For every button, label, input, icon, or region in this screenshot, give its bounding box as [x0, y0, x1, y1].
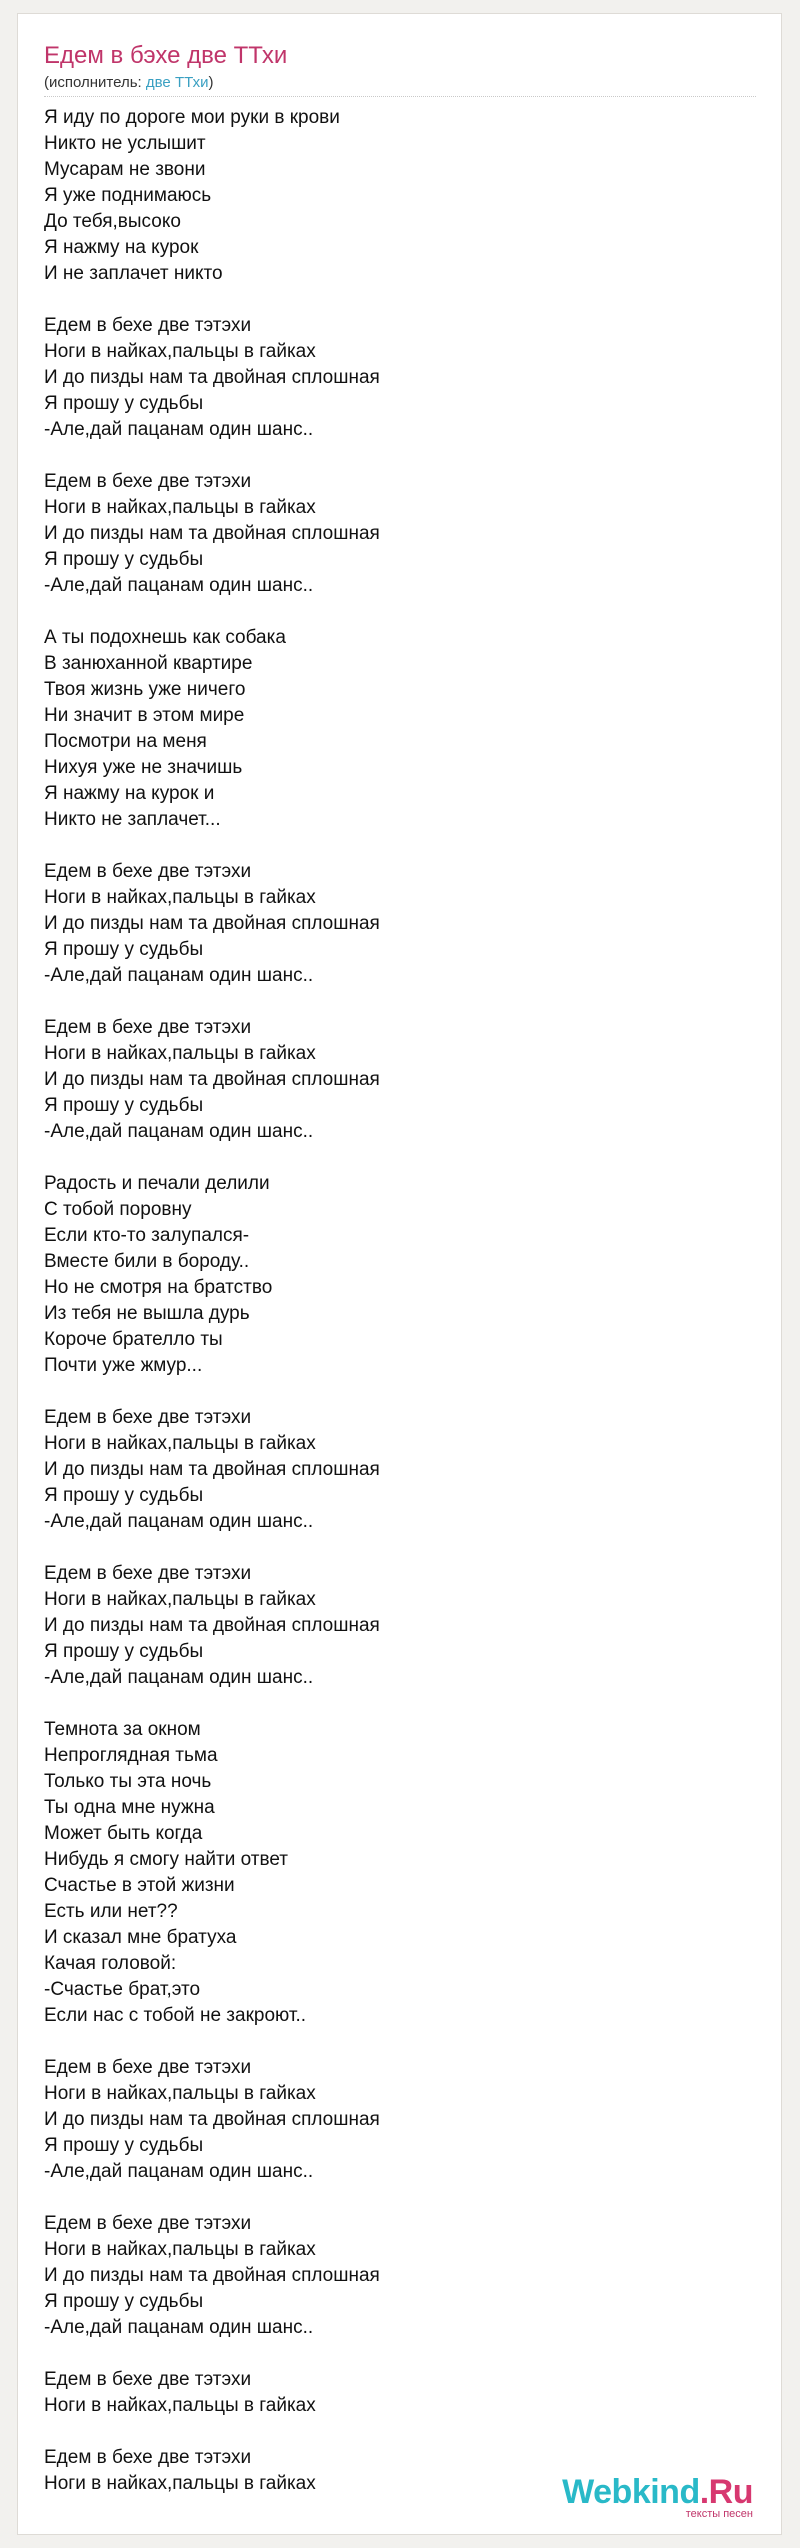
lyric-line: Короче брателло ты: [44, 1329, 223, 1350]
lyric-line: Едем в бехе две тэтэхи: [44, 1407, 252, 1428]
lyric-line: Твоя жизнь уже ничего: [44, 679, 246, 700]
performer-link[interactable]: две ТТхи: [145, 74, 209, 91]
lyric-line: Из тебя не вышла дурь: [44, 1303, 250, 1324]
lyric-line: Может быть когда: [44, 1823, 203, 1844]
lyric-line: Ноги в найках,пальцы в гайках: [44, 341, 316, 362]
site-brand[interactable]: [562, 2474, 753, 2520]
lyric-line: С тобой поровну: [44, 1199, 192, 1220]
lyric-line: А ты подохнешь как собака: [44, 627, 286, 648]
stanza-gap: [44, 599, 764, 625]
stanza: [44, 313, 764, 443]
stanza-gap: [44, 2029, 764, 2055]
lyric-line: Ты одна мне нужна: [44, 1797, 215, 1818]
lyric-line: И до пизды нам та двойная сплошная: [44, 523, 380, 544]
lyric-line: Посмотри на меня: [44, 731, 207, 752]
stanza-gap: [44, 989, 764, 1015]
lyric-line: Ноги в найках,пальцы в гайках: [44, 1433, 316, 1454]
lyric-line: Темнота за окном: [44, 1719, 201, 1740]
lyric-line: И сказал мне братуха: [44, 1927, 237, 1948]
lyric-line: Ноги в найках,пальцы в гайках: [44, 497, 316, 518]
lyric-line: Есть или нет??: [44, 1901, 178, 1922]
lyric-line: Едем в бехе две тэтэхи: [44, 471, 252, 492]
lyric-line: Никто не заплачет...: [44, 809, 221, 830]
lyric-line: Я прошу у судьбы: [44, 1095, 204, 1116]
brand-tld: .Ru: [699, 2473, 753, 2511]
stanza: [44, 625, 764, 833]
performer-prefix: (исполнитель:: [44, 74, 146, 91]
stanza-gap: [44, 443, 764, 469]
lyric-line: Едем в бехе две тэтэхи: [44, 2447, 252, 2468]
lyric-line: Почти уже жмур...: [44, 1355, 203, 1376]
lyric-line: -Але,дай пацанам один шанс..: [44, 419, 314, 440]
lyric-line: Я прошу у судьбы: [44, 1485, 204, 1506]
stanza: [44, 1015, 764, 1145]
lyric-line: Едем в бехе две тэтэхи: [44, 2369, 252, 2390]
lyric-line: Если кто-то залупался-: [44, 1225, 250, 1246]
lyric-line: Только ты эта ночь: [44, 1771, 212, 1792]
lyrics-page: [17, 13, 782, 2535]
stanza: [44, 2211, 764, 2341]
lyric-line: Я прошу у судьбы: [44, 1641, 204, 1662]
stanza-gap: [44, 1145, 764, 1171]
lyric-line: И до пизды нам та двойная сплошная: [44, 1459, 380, 1480]
stanza: [44, 859, 764, 989]
stanza: [44, 1561, 764, 1691]
performer-suffix: ): [208, 74, 214, 91]
lyric-line: -Але,дай пацанам один шанс..: [44, 1511, 314, 1532]
lyric-line: Нихуя уже не значишь: [44, 757, 243, 778]
lyric-line: -Але,дай пацанам один шанс..: [44, 2317, 314, 2338]
lyric-line: -Але,дай пацанам один шанс..: [44, 1667, 314, 1688]
lyric-line: -Але,дай пацанам один шанс..: [44, 575, 314, 596]
lyric-line: Мусарам не звони: [44, 159, 206, 180]
brand-name: Webkind: [562, 2473, 700, 2511]
lyric-line: Я уже поднимаюсь: [44, 185, 212, 206]
lyric-line: И до пизды нам та двойная сплошная: [44, 367, 380, 388]
lyric-line: Едем в бехе две тэтэхи: [44, 315, 252, 336]
lyric-line: Ноги в найках,пальцы в гайках: [44, 887, 316, 908]
lyric-line: Счастье в этой жизни: [44, 1875, 235, 1896]
lyric-line: Я прошу у судьбы: [44, 2135, 204, 2156]
stanza: [44, 2367, 764, 2419]
stanza: [44, 105, 764, 287]
lyrics-body: [44, 105, 764, 2497]
stanza: [44, 1717, 764, 2029]
stanza-gap: [44, 287, 764, 313]
lyric-line: Я прошу у судьбы: [44, 393, 204, 414]
stanza-gap: [44, 2185, 764, 2211]
lyric-line: -Счастье брат,это: [44, 1979, 201, 2000]
lyric-line: -Але,дай пацанам один шанс..: [44, 2161, 314, 2182]
lyric-line: Я нажму на курок: [44, 237, 199, 258]
lyric-line: И до пизды нам та двойная сплошная: [44, 1615, 380, 1636]
song-title: Едем в бэхе две ТТхи: [44, 42, 288, 69]
lyric-line: Нибудь я смогу найти ответ: [44, 1849, 288, 1870]
lyric-line: Едем в бехе две тэтэхи: [44, 2213, 252, 2234]
lyric-line: Ни значит в этом мире: [44, 705, 245, 726]
lyric-line: И до пизды нам та двойная сплошная: [44, 1069, 380, 1090]
lyric-line: В занюханной квартире: [44, 653, 253, 674]
lyric-line: Вместе били в бороду..: [44, 1251, 250, 1272]
lyric-line: -Але,дай пацанам один шанс..: [44, 1121, 314, 1142]
lyric-line: И не заплачет никто: [44, 263, 223, 284]
lyric-line: Ноги в найках,пальцы в гайках: [44, 1589, 316, 1610]
stanza: [44, 1405, 764, 1535]
header-divider: [44, 96, 756, 97]
performer-line: [44, 73, 213, 93]
lyric-line: Ноги в найках,пальцы в гайках: [44, 2239, 316, 2260]
lyric-line: Непроглядная тьма: [44, 1745, 218, 1766]
stanza-gap: [44, 1379, 764, 1405]
brand-logo[interactable]: [562, 2474, 753, 2510]
lyric-line: Едем в бехе две тэтэхи: [44, 1563, 252, 1584]
stanza-gap: [44, 1535, 764, 1561]
stanza: [44, 1171, 764, 1379]
lyric-line: Я прошу у судьбы: [44, 549, 204, 570]
stanza-gap: [44, 833, 764, 859]
lyric-line: Радость и печали делили: [44, 1173, 270, 1194]
lyric-line: Едем в бехе две тэтэхи: [44, 1017, 252, 1038]
lyric-line: До тебя,высоко: [44, 211, 181, 232]
lyric-line: Ноги в найках,пальцы в гайках: [44, 2083, 316, 2104]
stanza-gap: [44, 2419, 764, 2445]
lyric-line: Но не смотря на братство: [44, 1277, 273, 1298]
lyric-line: Я нажму на курок и: [44, 783, 215, 804]
brand-tagline: тексты песен: [685, 2508, 753, 2520]
lyric-line: Я прошу у судьбы: [44, 939, 204, 960]
stanza: [44, 469, 764, 599]
lyric-line: Качая головой:: [44, 1953, 177, 1974]
lyric-line: Ноги в найках,пальцы в гайках: [44, 1043, 316, 1064]
lyric-line: Ноги в найках,пальцы в гайках: [44, 2473, 316, 2494]
lyric-line: И до пизды нам та двойная сплошная: [44, 913, 380, 934]
lyric-line: Я прошу у судьбы: [44, 2291, 204, 2312]
lyric-line: И до пизды нам та двойная сплошная: [44, 2265, 380, 2286]
stanza-gap: [44, 1691, 764, 1717]
stanza: [44, 2055, 764, 2185]
lyric-line: -Але,дай пацанам один шанс..: [44, 965, 314, 986]
stanza-gap: [44, 2341, 764, 2367]
lyric-line: Едем в бехе две тэтэхи: [44, 861, 252, 882]
lyric-line: Никто не услышит: [44, 133, 206, 154]
lyric-line: Я иду по дороге мои руки в крови: [44, 107, 340, 128]
lyric-line: И до пизды нам та двойная сплошная: [44, 2109, 380, 2130]
lyric-line: Едем в бехе две тэтэхи: [44, 2057, 252, 2078]
lyric-line: Если нас с тобой не закроют..: [44, 2005, 307, 2026]
lyric-line: Ноги в найках,пальцы в гайках: [44, 2395, 316, 2416]
